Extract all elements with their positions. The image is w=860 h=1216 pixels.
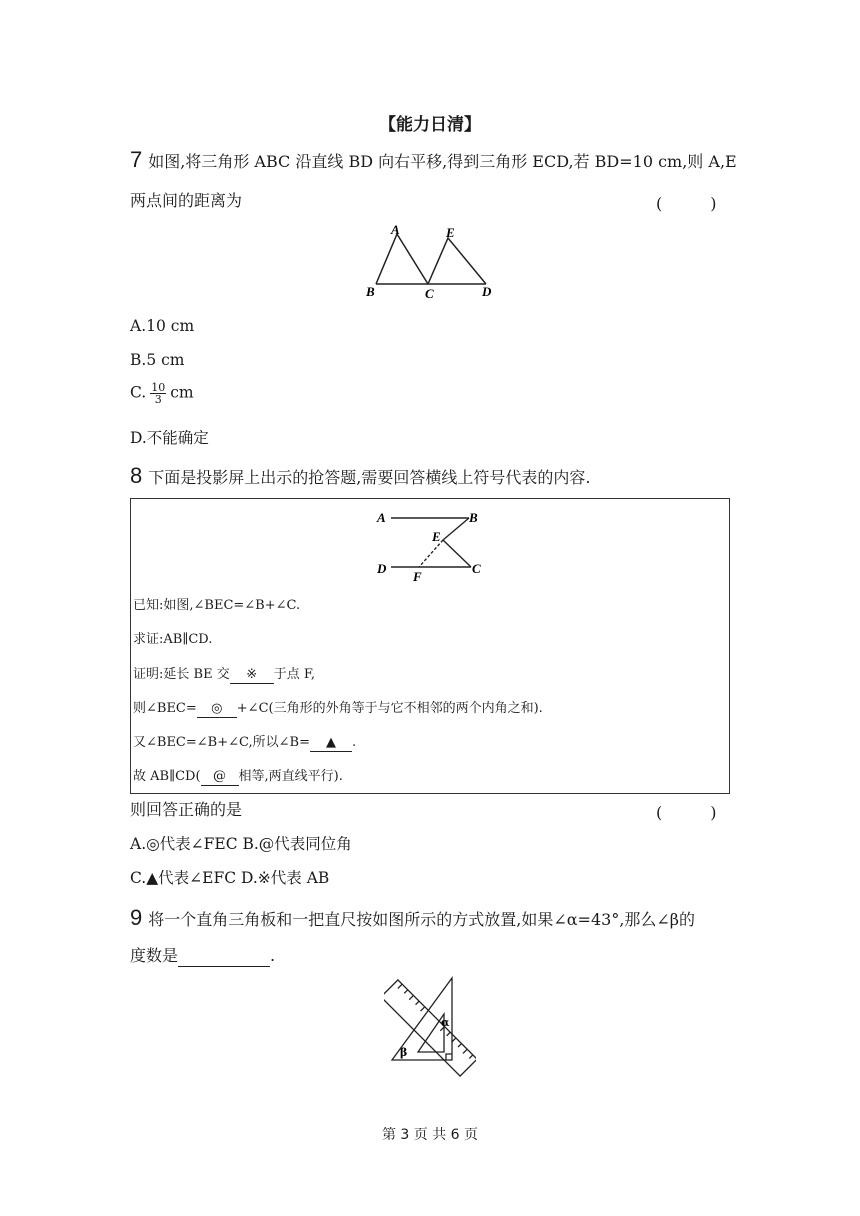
q8-label-a: A bbox=[377, 510, 386, 525]
section-title: 【能力日清】 bbox=[379, 115, 481, 135]
q7-triangle-ecd bbox=[428, 238, 486, 284]
q8-label-b: B bbox=[469, 510, 478, 525]
q7-option-d[interactable]: D.不能确定 bbox=[130, 429, 209, 447]
q8-blank-triangle: ▲ bbox=[310, 735, 352, 752]
q8-blank-circle: ◎ bbox=[197, 701, 237, 718]
q8-step2-text: 则∠BEC= bbox=[133, 701, 197, 716]
q7-label-b: B bbox=[366, 284, 375, 299]
q8-line1 bbox=[130, 463, 591, 488]
q8-step2-tail: +∠C(三角形的外角等于与它不相邻的两个内角之和). bbox=[236, 701, 543, 716]
q8-label-f: F bbox=[413, 569, 422, 581]
q8-proof-step3 bbox=[133, 735, 356, 752]
q8-given: 已知:如图,∠BEC=∠B+∠C. bbox=[133, 598, 301, 613]
q8-label-e: E bbox=[432, 529, 441, 544]
q8-step1-text: 证明:延长 BE 交 bbox=[133, 667, 230, 682]
q7-line1 bbox=[130, 147, 737, 172]
q7-figure bbox=[360, 222, 500, 300]
q7-option-c-unit: cm bbox=[170, 383, 194, 402]
q8-number: 8 bbox=[130, 463, 143, 488]
q8-blank-at: @ bbox=[201, 769, 239, 786]
page-footer: 第 3 页 共 6 页 bbox=[381, 1127, 479, 1143]
q9-number: 9 bbox=[130, 905, 143, 930]
q8-figure bbox=[371, 503, 501, 581]
q8-step3-tail: . bbox=[351, 735, 357, 750]
q9-label-beta: β bbox=[400, 1046, 408, 1059]
q7-option-c-prefix: C. bbox=[130, 383, 147, 402]
q7-label-e: E bbox=[446, 225, 455, 240]
q9-stem-end: . bbox=[270, 946, 276, 965]
q8-proof-step2 bbox=[133, 701, 543, 718]
q8-segment-ef-dashed bbox=[419, 540, 443, 567]
q8-projection-box bbox=[130, 498, 730, 794]
q8-step3-text: 又∠BEC=∠B+∠C,所以∠B= bbox=[133, 735, 310, 750]
q8-options-row1[interactable]: A.◎代表∠FEC B.@代表同位角 bbox=[130, 835, 352, 853]
q8-step1-tail: 于点 F, bbox=[273, 667, 315, 682]
q8-prove: 求证:AB∥CD. bbox=[133, 632, 213, 647]
q7-stem-line1: 如图,将三角形 ABC 沿直线 BD 向右平移,得到三角形 ECD,若 BD=10 cm,则 A,E bbox=[148, 152, 737, 171]
q7-option-a[interactable]: A.10 cm bbox=[130, 317, 195, 335]
q7-label-d: D bbox=[482, 284, 492, 299]
q8-label-d: D bbox=[377, 561, 387, 576]
q7-label-c: C bbox=[425, 286, 434, 300]
q8-step4-text: 故 AB∥CD( bbox=[133, 769, 201, 784]
q9-ruler bbox=[384, 980, 476, 1076]
q8-proof-step4 bbox=[133, 769, 343, 786]
q7-line2: 两点间的距离为 bbox=[130, 191, 243, 210]
q9-line2 bbox=[130, 946, 275, 967]
q8-question: 则回答正确的是 bbox=[130, 800, 243, 819]
q9-stem-line2: 度数是 bbox=[130, 946, 179, 965]
q7-option-b[interactable]: B.5 cm bbox=[130, 351, 185, 369]
q8-segment-ec bbox=[443, 540, 471, 567]
q9-figure bbox=[384, 974, 476, 1084]
q8-label-c: C bbox=[472, 561, 481, 576]
q8-answer-paren: ( ) bbox=[656, 803, 717, 822]
q8-segment-be bbox=[443, 518, 469, 540]
q7-triangle-abc bbox=[376, 234, 428, 284]
q7-label-a: A bbox=[391, 222, 400, 237]
q7-fraction-numerator: 10 bbox=[151, 381, 166, 394]
q9-stem-line1: 将一个直角三角板和一把直尺按如图所示的方式放置,如果∠α=43°,那么∠β的 bbox=[148, 910, 696, 929]
q8-step4-tail: 相等,两直线平行). bbox=[238, 769, 343, 784]
q8-proof-step1 bbox=[133, 667, 315, 684]
q9-line1 bbox=[130, 905, 696, 930]
q7-option-c[interactable] bbox=[130, 382, 194, 405]
q7-number: 7 bbox=[130, 147, 143, 172]
q7-answer-paren: ( ) bbox=[656, 194, 717, 213]
q7-option-c-fraction bbox=[150, 382, 166, 405]
q7-fraction-denominator: 3 bbox=[154, 393, 162, 406]
q8-stem: 下面是投影屏上出示的抢答题,需要回答横线上符号代表的内容. bbox=[148, 468, 591, 487]
q8-options-row2[interactable]: C.▲代表∠EFC D.※代表 AB bbox=[130, 869, 330, 887]
q9-answer-blank[interactable] bbox=[178, 946, 270, 967]
q9-label-alpha: α bbox=[441, 1016, 450, 1029]
q8-blank-star: ※ bbox=[230, 667, 274, 684]
